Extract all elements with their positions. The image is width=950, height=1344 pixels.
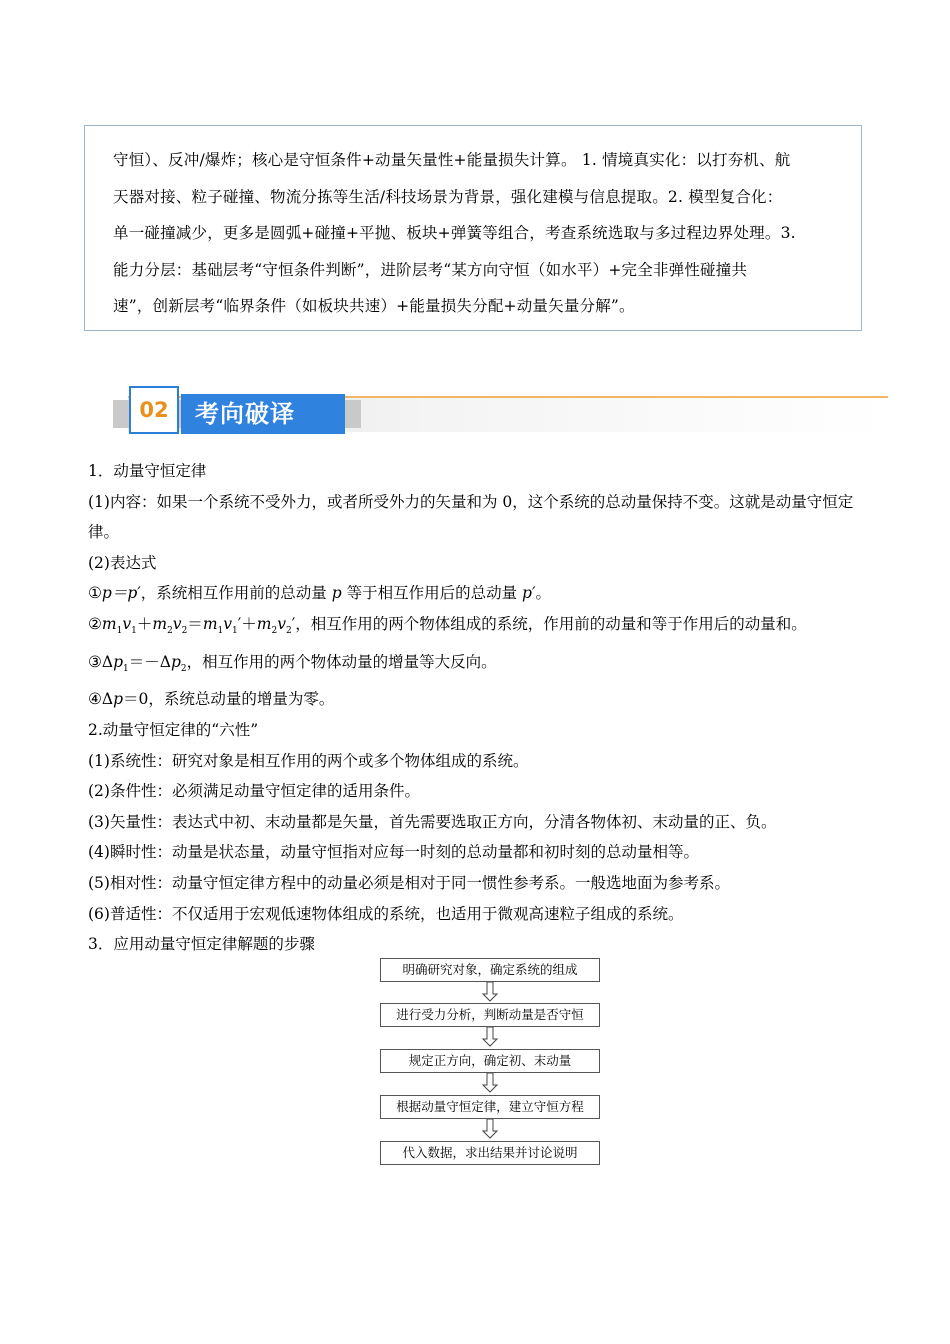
expr1-formula: p＝p′ — [101, 584, 141, 603]
flow-step-2: 进行受力分析，判断动量是否守恒 — [380, 1003, 600, 1027]
section3-heading: 3．应用动量守恒定律解题的步骤 — [88, 935, 315, 954]
expr3-label: ③ — [88, 652, 102, 671]
expr4-label: ④ — [88, 690, 102, 709]
property-item: (3)矢量性：表达式中初、末动量都是矢量，首先需要选取正方向，分清各物体初、末动量的正、负。 — [88, 812, 777, 831]
down-arrow-icon — [481, 982, 499, 1002]
section-banner — [113, 386, 888, 444]
expr1-pp: p′ — [522, 584, 536, 603]
expr2-label: ② — [88, 614, 102, 633]
expr3-formula: $\Delta p_1=-\Delta p_2$ — [101, 652, 187, 674]
flow-step-4: 根据动量守恒定律，建立守恒方程 — [380, 1095, 600, 1119]
main-content — [88, 456, 878, 960]
property-item: (6)普适性：不仅适用于宏观低速物体组成的系统，也适用于微观高速粒子组成的系统。 — [88, 904, 684, 923]
expression-1 — [88, 578, 878, 609]
flow-step-5: 代入数据，求出结果并讨论说明 — [380, 1141, 600, 1165]
flow-step-1: 明确研究对象，确定系统的组成 — [380, 958, 600, 982]
law-content-paragraph: (1)内容：如果一个系统不受外力，或者所受外力的矢量和为 0，这个系统的总动量保持不变。这就是动量守恒定律。 — [88, 492, 854, 542]
expression-2 — [88, 609, 878, 647]
down-arrow-icon — [481, 1119, 499, 1139]
expr2-text: ，相互作用的两个物体组成的系统，作用前的动量和等于作用后的动量和。 — [295, 614, 807, 633]
intro-line: 能力分层：基础层考“守恒条件判断”，进阶层考“某方向守恒（如水平）+完全非弹性碰撞共 — [113, 260, 748, 279]
expression-heading: (2)表达式 — [88, 553, 157, 572]
expr4-text: ，系统总动量的增量为零。 — [148, 690, 335, 709]
intro-box — [84, 125, 862, 331]
expr3-text: ，相互作用的两个物体动量的增量等大反向。 — [186, 652, 497, 671]
property-item: (1)系统性：研究对象是相互作用的两个或多个物体组成的系统。 — [88, 751, 529, 770]
expr2-formula: $m_1v_1+m_2v_2=m_1v_1'+m_2v_2'$ — [101, 614, 296, 637]
down-arrow-icon — [481, 1027, 499, 1047]
flow-step-3: 规定正方向，确定初、末动量 — [380, 1049, 600, 1073]
expression-4 — [88, 684, 878, 715]
expression-3 — [88, 647, 878, 685]
expr4-formula: Δp＝0 — [101, 690, 149, 709]
property-item: (5)相对性：动量守恒定律方程中的动量必须是相对于同一惯性参考系。一般选地面为参考系。 — [88, 873, 730, 892]
intro-line: 天器对接、粒子碰撞、物流分拣等生活/科技场景为背景，强化建模与信息提取。2. 模型复合化： — [113, 187, 783, 206]
banner-number: 02 — [129, 386, 179, 434]
property-item: (2)条件性：必须满足动量守恒定律的适用条件。 — [88, 782, 420, 801]
banner-title: 考向破译 — [181, 394, 345, 434]
expr1-end: 。 — [535, 584, 551, 603]
intro-line: 守恒）、反冲/爆炸；核心是守恒条件+动量矢量性+能量损失计算。 1. 情境真实化：以打夯机、航 — [113, 151, 791, 169]
intro-line: 单一碰撞减少，更多是圆弧+碰撞+平抛、板块+弹簧等组合，考查系统选取与多过程边界处理。3. — [113, 224, 796, 242]
intro-line: 速”，创新层考“临界条件（如板块共速）+能量损失分配+动量矢量分解”。 — [113, 297, 635, 315]
expr1-text-b: 等于相互作用后的总动量 — [341, 584, 523, 603]
property-item: (4)瞬时性：动量是状态量，动量守恒指对应每一时刻的总动量都和初时刻的总动量相等。 — [88, 843, 699, 862]
down-arrow-icon — [481, 1073, 499, 1093]
section2-heading: 2.动量守恒定律的“六性” — [88, 720, 259, 739]
section1-heading: 1．动量守恒定律 — [88, 462, 207, 480]
expr1-label: ① — [88, 584, 102, 603]
expr1-text-a: ，系统相互作用前的总动量 — [140, 584, 332, 603]
expr1-p: p — [331, 584, 342, 603]
